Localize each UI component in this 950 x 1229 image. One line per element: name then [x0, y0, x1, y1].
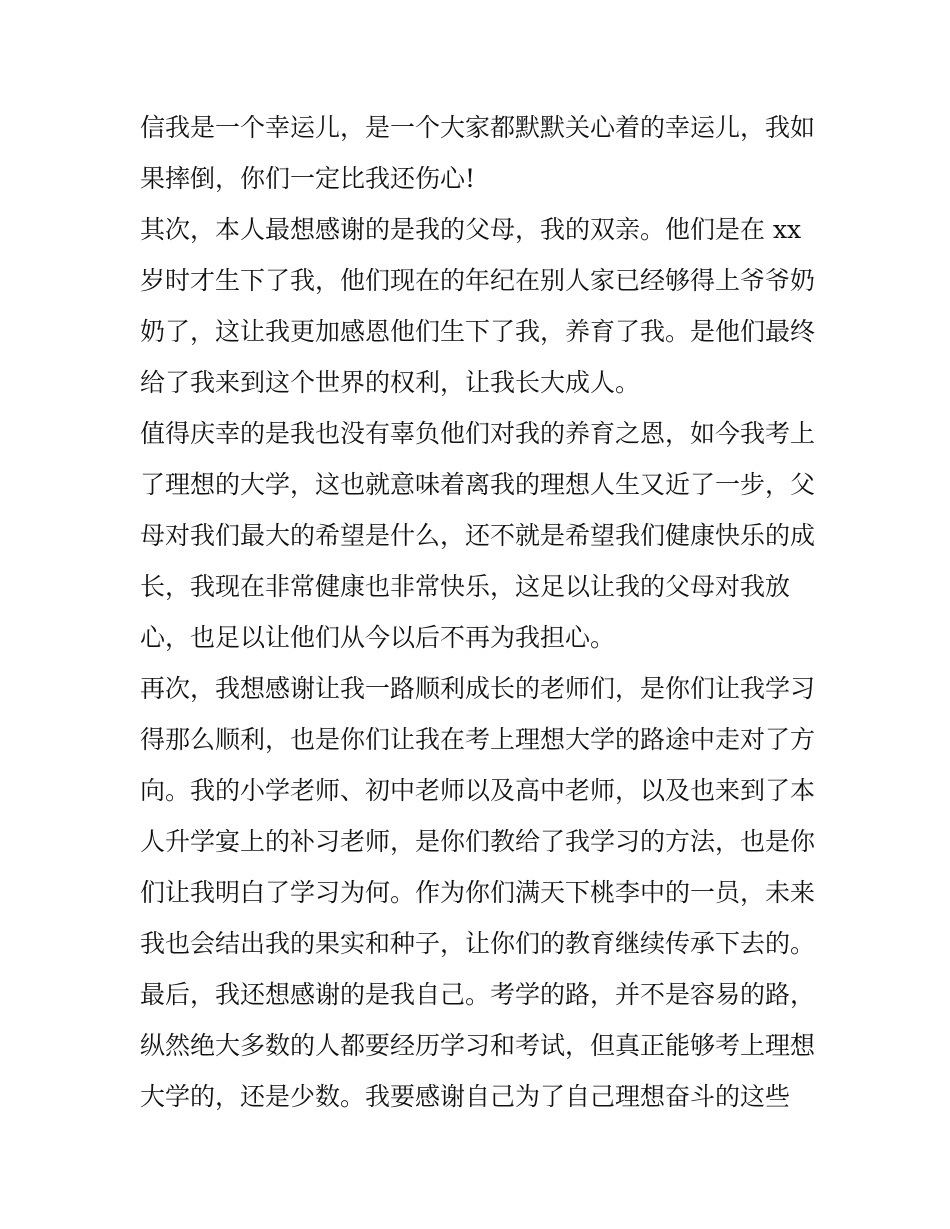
text-line: 人升学宴上的补习老师，是你们教给了我学习的方法，也是你 — [140, 827, 816, 856]
text-line: 长，我现在非常健康也非常快乐，这足以让我的父母对我放 — [140, 572, 791, 601]
text-line: 最后，我还想感谢的是我自己。考学的路，并不是容易的路， — [140, 980, 816, 1009]
text-line: 大学的，还是少数。我要感谢自己为了自己理想奋斗的这些 — [140, 1082, 791, 1111]
text-line: 我也会结出我的果实和种子，让你们的教育继续传承下去的。 — [140, 929, 816, 958]
text-line: 奶了，这让我更加感恩他们生下了我，养育了我。是他们最终 — [140, 317, 816, 346]
text-line: 母对我们最大的希望是什么，还不就是希望我们健康快乐的成 — [140, 521, 816, 550]
text-line: 岁时才生下了我，他们现在的年纪在别人家已经够得上爷爷奶 — [140, 266, 816, 295]
text-line: 们让我明白了学习为何。作为你们满天下桃李中的一员，未来 — [140, 878, 816, 907]
text-line: 值得庆幸的是我也没有辜负他们对我的养育之恩，如今我考上 — [140, 419, 816, 448]
text-line: 心，也足以让他们从今以后不再为我担心。 — [140, 623, 616, 652]
text-line: 再次，我想感谢让我一路顺利成长的老师们，是你们让我学习 — [140, 674, 816, 703]
text-line: 向。我的小学老师、初中老师以及高中老师，以及也来到了本 — [140, 776, 816, 805]
text-line: 其次，本人最想感谢的是我的父母，我的双亲。他们是在 xx — [140, 215, 802, 244]
text-line: 给了我来到这个世界的权利，让我长大成人。 — [140, 368, 641, 397]
text-line: 信我是一个幸运儿，是一个大家都默默关心着的幸运儿，我如 — [140, 113, 816, 142]
body-text — [140, 102, 820, 1122]
text-line: 果摔倒，你们一定比我还伤心! — [140, 164, 476, 193]
text-line: 得那么顺利，也是你们让我在考上理想大学的路途中走对了方 — [140, 725, 816, 754]
text-line: 了理想的大学，这也就意味着离我的理想人生又近了一步，父 — [140, 470, 816, 499]
text-line: 纵然绝大多数的人都要经历学习和考试，但真正能够考上理想 — [140, 1031, 816, 1060]
